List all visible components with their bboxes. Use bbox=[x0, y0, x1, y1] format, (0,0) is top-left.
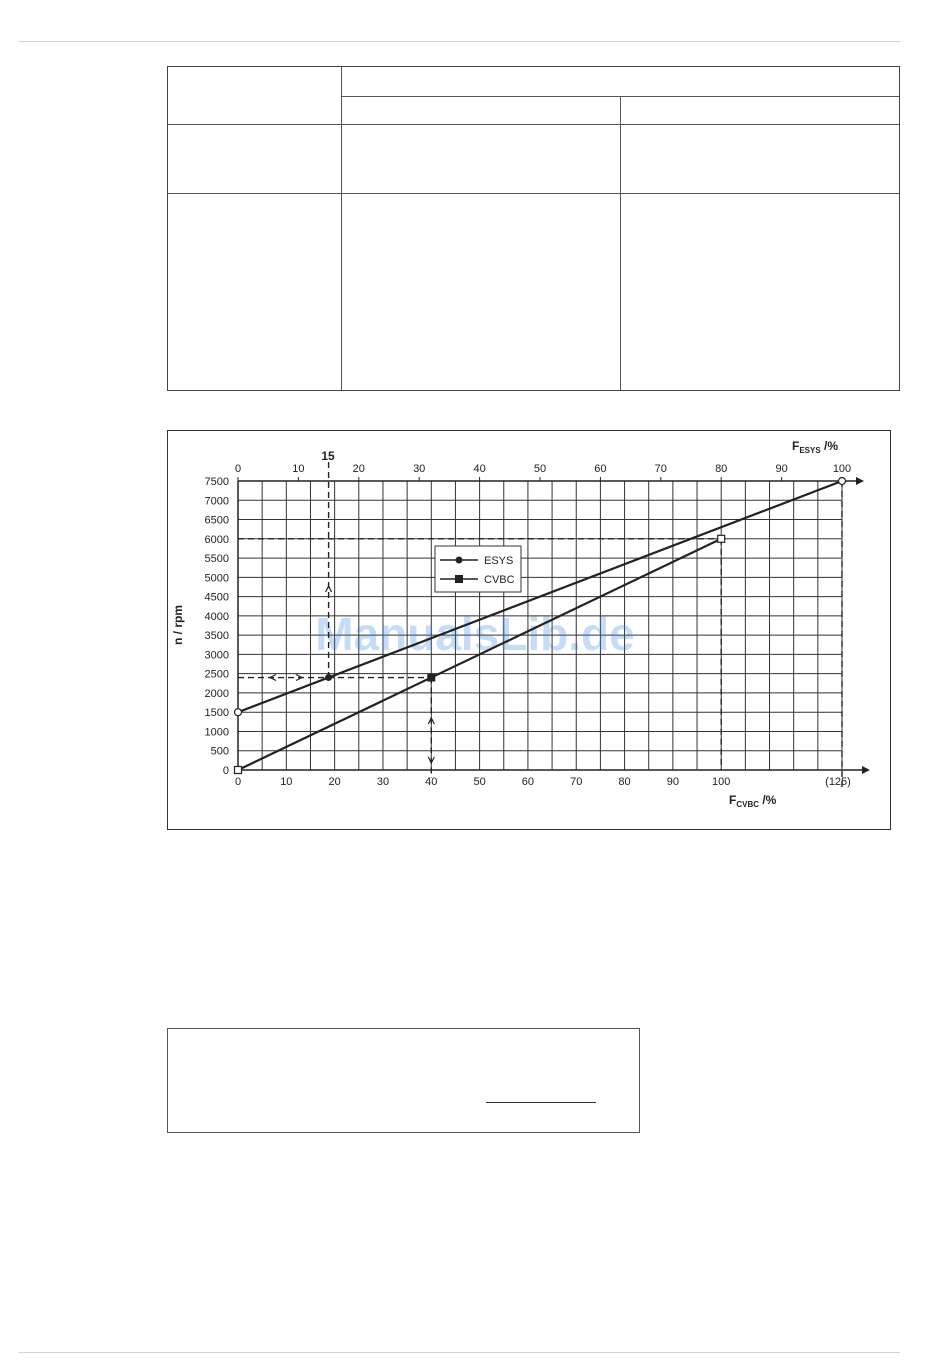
top-tick-label: 60 bbox=[594, 463, 607, 475]
bottom-tick-label: 90 bbox=[666, 776, 680, 788]
top-tick-label: 20 bbox=[352, 463, 365, 475]
y-axis-label: n / rpm bbox=[171, 604, 185, 646]
bottom-tick-label: 20 bbox=[328, 776, 341, 788]
top-tick-label: 70 bbox=[654, 463, 667, 475]
cvbc-start-marker bbox=[235, 767, 242, 774]
top-tick-label: 30 bbox=[413, 463, 426, 475]
legend-esys-marker bbox=[456, 557, 463, 564]
y-tick-label: 7500 bbox=[204, 476, 229, 488]
y-tick-label: 4500 bbox=[204, 591, 229, 604]
bottom-rule bbox=[18, 1352, 900, 1353]
y-tick-label: 500 bbox=[210, 745, 229, 758]
cvbc-operating-point bbox=[427, 674, 435, 682]
esys-operating-point bbox=[325, 674, 332, 681]
y-tick-label: 7000 bbox=[204, 495, 229, 508]
bottom-tick-label: 30 bbox=[376, 776, 390, 788]
y-tick-label: 5000 bbox=[204, 572, 229, 585]
legend-cvbc-marker bbox=[455, 575, 463, 583]
top-tick-label: 10 bbox=[292, 463, 305, 475]
up-arrow-esys bbox=[326, 586, 332, 592]
note-box bbox=[167, 1028, 640, 1133]
bottom-tick-label: 10 bbox=[280, 776, 293, 788]
y-tick-label: 6500 bbox=[204, 514, 229, 527]
bottom-extra-tick-label: (125) bbox=[825, 776, 851, 788]
top-axis-arrow bbox=[856, 477, 864, 485]
esys-start-marker bbox=[235, 709, 242, 716]
bottom-tick-label: 60 bbox=[521, 776, 535, 788]
y-tick-label: 1000 bbox=[204, 726, 229, 739]
esys-end-marker bbox=[839, 478, 846, 485]
bottom-tick-label: 80 bbox=[618, 776, 631, 788]
y-tick-label: 6000 bbox=[204, 533, 229, 546]
top-tick-label: 50 bbox=[533, 463, 547, 475]
legend-cvbc-label: CVBC bbox=[484, 574, 515, 586]
bottom-tick-label: 70 bbox=[570, 776, 583, 788]
bottom-tick-label: 40 bbox=[425, 776, 438, 788]
watermark: ManualsLib.de bbox=[315, 608, 635, 660]
marker-15-label: 15 bbox=[321, 449, 335, 463]
y-tick-label: 5500 bbox=[204, 553, 229, 566]
note-underline bbox=[486, 1102, 596, 1103]
legend-esys-label: ESYS bbox=[484, 555, 514, 567]
top-tick-label: 0 bbox=[234, 463, 242, 475]
top-tick-label: 90 bbox=[775, 463, 788, 475]
top-axis-label: $F_{ESYS}$ /% bbox=[792, 439, 839, 455]
bottom-tick-label: 100 bbox=[712, 776, 731, 788]
top-tick-label: 80 bbox=[715, 463, 728, 475]
y-tick-label: 1500 bbox=[204, 707, 229, 720]
y-tick-label: 3000 bbox=[204, 649, 229, 662]
y-tick-label: 3500 bbox=[204, 630, 229, 643]
top-tick-label: 40 bbox=[473, 463, 486, 475]
bottom-tick-label: 50 bbox=[473, 776, 486, 788]
bottom-axis-label: $F_{CVBC}$ /% bbox=[729, 793, 777, 809]
y-tick-label: 0 bbox=[222, 765, 229, 777]
y-tick-label: 4000 bbox=[204, 610, 229, 623]
y-tick-label: 2500 bbox=[204, 668, 229, 681]
y-tick-label: 2000 bbox=[204, 687, 229, 700]
top-tick-label: 100 bbox=[832, 463, 852, 475]
bottom-tick-label: 0 bbox=[234, 776, 242, 788]
bottom-axis-arrow bbox=[862, 766, 870, 774]
cvbc-end-marker bbox=[718, 535, 725, 542]
legend bbox=[435, 546, 521, 592]
